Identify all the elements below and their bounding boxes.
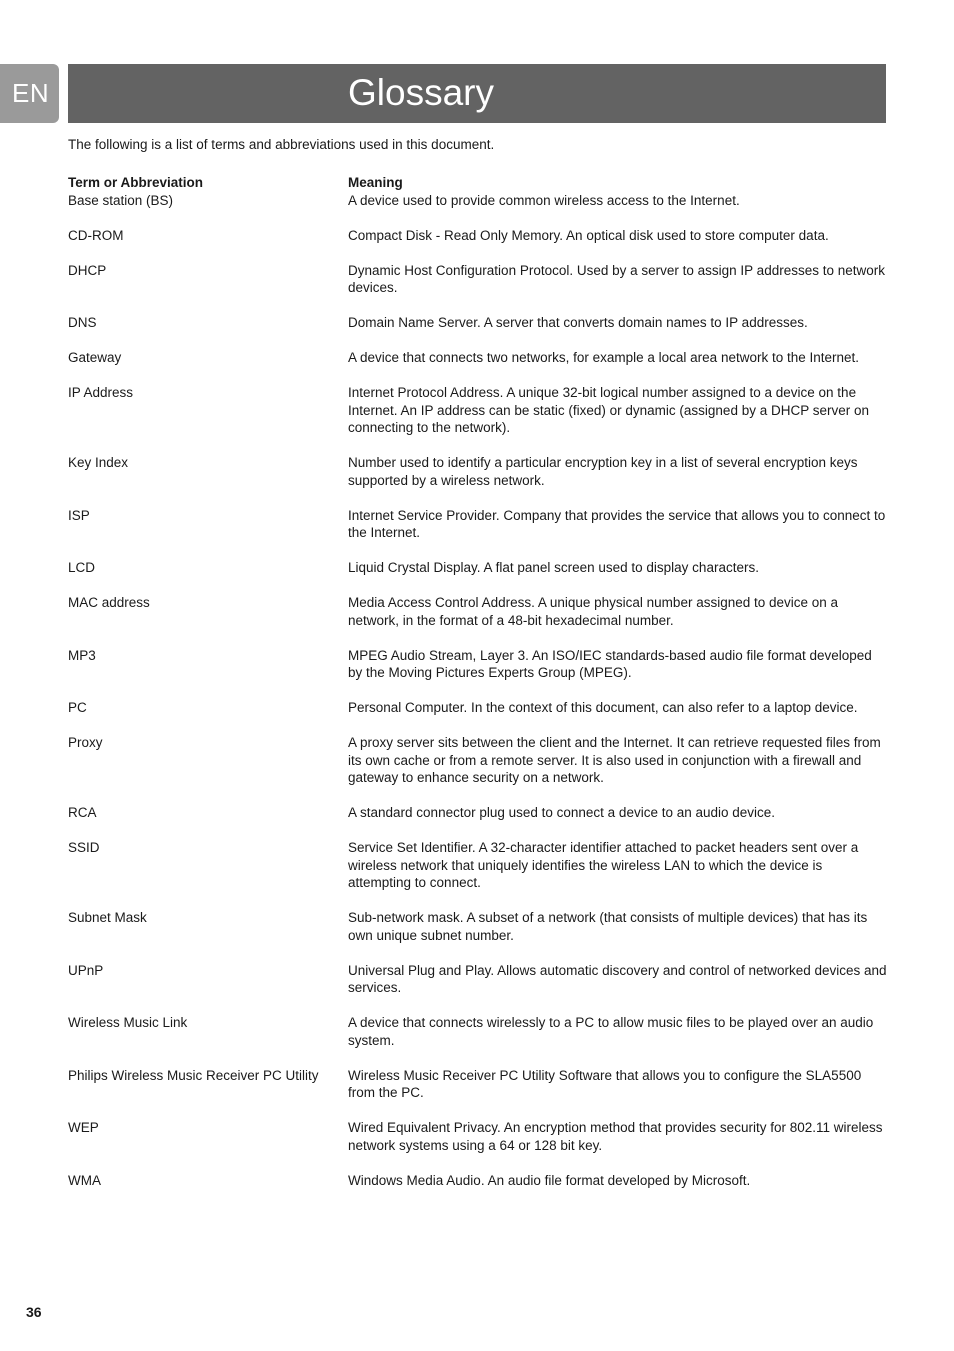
glossary-row	[68, 699, 888, 717]
glossary-term: DNS	[68, 315, 97, 330]
glossary-term: LCD	[68, 560, 96, 575]
glossary-term: Base station (BS)	[68, 192, 174, 208]
glossary-row	[68, 384, 888, 437]
glossary-meaning: Liquid Crystal Display. A flat panel screen used to display characters.	[348, 560, 759, 575]
glossary-row	[68, 839, 888, 892]
meaning-column-header: Meaning	[348, 175, 403, 190]
glossary-row	[68, 1119, 888, 1154]
glossary-row	[68, 594, 888, 629]
glossary-meaning: A proxy server sits between the client and the Internet. It can retrieve requested files from its own cache or from a remote server. It is also used in conjunction with a firewall and gateway to enhance security on a network.	[348, 735, 881, 785]
glossary-meaning: A device that connects wirelessly to a PC to allow music files to be played over an audio system.	[348, 1015, 874, 1048]
glossary-row	[68, 1067, 888, 1102]
glossary-meaning: A device that connects two networks, for example a local area network to the Internet.	[348, 350, 860, 365]
glossary-term: CD-ROM	[68, 227, 124, 243]
glossary-term: SSID	[68, 840, 100, 855]
glossary-term: WEP	[68, 1120, 99, 1135]
glossary-row	[68, 314, 888, 332]
glossary-meaning: Universal Plug and Play. Allows automatic discovery and control of networked devices and services.	[348, 962, 887, 995]
page-number: 36	[26, 1304, 42, 1320]
glossary-meaning: A device used to provide common wireless access to the Internet.	[348, 192, 740, 208]
glossary-meaning: Compact Disk - Read Only Memory. An optical disk used to store computer data.	[348, 227, 829, 243]
glossary-row	[68, 804, 888, 822]
glossary-row	[68, 454, 888, 489]
glossary-header-row	[68, 174, 888, 192]
glossary-term: Key Index	[68, 455, 129, 470]
glossary-meaning: MPEG Audio Stream, Layer 3. An ISO/IEC standards-based audio file format developed by the Moving Pictures Experts Group (MPEG).	[348, 647, 872, 680]
glossary-term: PC	[68, 700, 87, 715]
glossary-row	[68, 1172, 888, 1190]
glossary-term: ISP	[68, 507, 90, 523]
glossary-term: Proxy	[68, 735, 103, 750]
glossary-row	[68, 962, 888, 997]
glossary-table	[68, 174, 888, 1207]
glossary-meaning: A standard connector plug used to connect a device to an audio device.	[348, 805, 776, 820]
glossary-row	[68, 1014, 888, 1049]
glossary-term: Wireless Music Link	[68, 1015, 188, 1030]
term-column-header: Term or Abbreviation	[68, 175, 204, 190]
glossary-term: DHCP	[68, 262, 107, 278]
glossary-meaning: Sub-network mask. A subset of a network (that consists of multiple devices) that has its own unique subnet number.	[348, 910, 868, 943]
glossary-row	[68, 507, 888, 542]
glossary-row	[68, 909, 888, 944]
glossary-term: Philips Wireless Music Receiver PC Utility	[68, 1067, 319, 1083]
glossary-meaning: Wired Equivalent Privacy. An encryption method that provides security for 802.11 wireless network systems using a 64 or 128 bit key.	[348, 1120, 883, 1153]
glossary-term: MP3	[68, 647, 96, 663]
glossary-row	[68, 349, 888, 367]
glossary-term: RCA	[68, 805, 97, 820]
language-tab: EN	[0, 64, 59, 123]
glossary-row	[68, 647, 888, 682]
title-bar	[68, 64, 886, 123]
glossary-meaning: Internet Service Provider. Company that provides the service that allows you to connect to the Internet.	[348, 507, 886, 540]
glossary-term: IP Address	[68, 385, 134, 400]
glossary-row	[68, 559, 888, 577]
glossary-term: WMA	[68, 1172, 101, 1188]
glossary-term: UPnP	[68, 962, 104, 978]
intro-text: The following is a list of terms and abbreviations used in this document.	[68, 137, 495, 152]
glossary-row	[68, 262, 888, 297]
glossary-row	[68, 192, 888, 210]
glossary-meaning: Wireless Music Receiver PC Utility Software that allows you to configure the SLA5500 from the PC.	[348, 1067, 862, 1100]
glossary-meaning: Windows Media Audio. An audio file format developed by Microsoft.	[348, 1172, 751, 1188]
glossary-meaning: Dynamic Host Configuration Protocol. Used by a server to assign IP addresses to network devices.	[348, 262, 886, 295]
glossary-meaning: Internet Protocol Address. A unique 32-bit logical number assigned to a device on the Internet. An IP address can be static (fixed) or dynamic (assigned by a DHCP server on connecting to the network).	[348, 385, 870, 435]
glossary-term: Subnet Mask	[68, 910, 147, 925]
glossary-meaning: Media Access Control Address. A unique physical number assigned to device on a network, in the format of a 48-bit hexadecimal number.	[348, 595, 839, 628]
glossary-meaning: Personal Computer. In the context of this document, can also refer to a laptop device.	[348, 700, 858, 715]
glossary-row	[68, 227, 888, 245]
page-title: Glossary	[348, 72, 494, 113]
glossary-meaning: Number used to identify a particular encryption key in a list of several encryption keys supported by a wireless network.	[348, 455, 858, 488]
glossary-term: Gateway	[68, 350, 122, 365]
glossary-meaning: Domain Name Server. A server that converts domain names to IP addresses.	[348, 315, 808, 330]
glossary-meaning: Service Set Identifier. A 32-character identifier attached to packet headers sent over a wireless network that uniquely identifies the wireless LAN to which the device is attempting to connect.	[348, 840, 859, 890]
glossary-row	[68, 734, 888, 787]
glossary-term: MAC address	[68, 595, 150, 610]
